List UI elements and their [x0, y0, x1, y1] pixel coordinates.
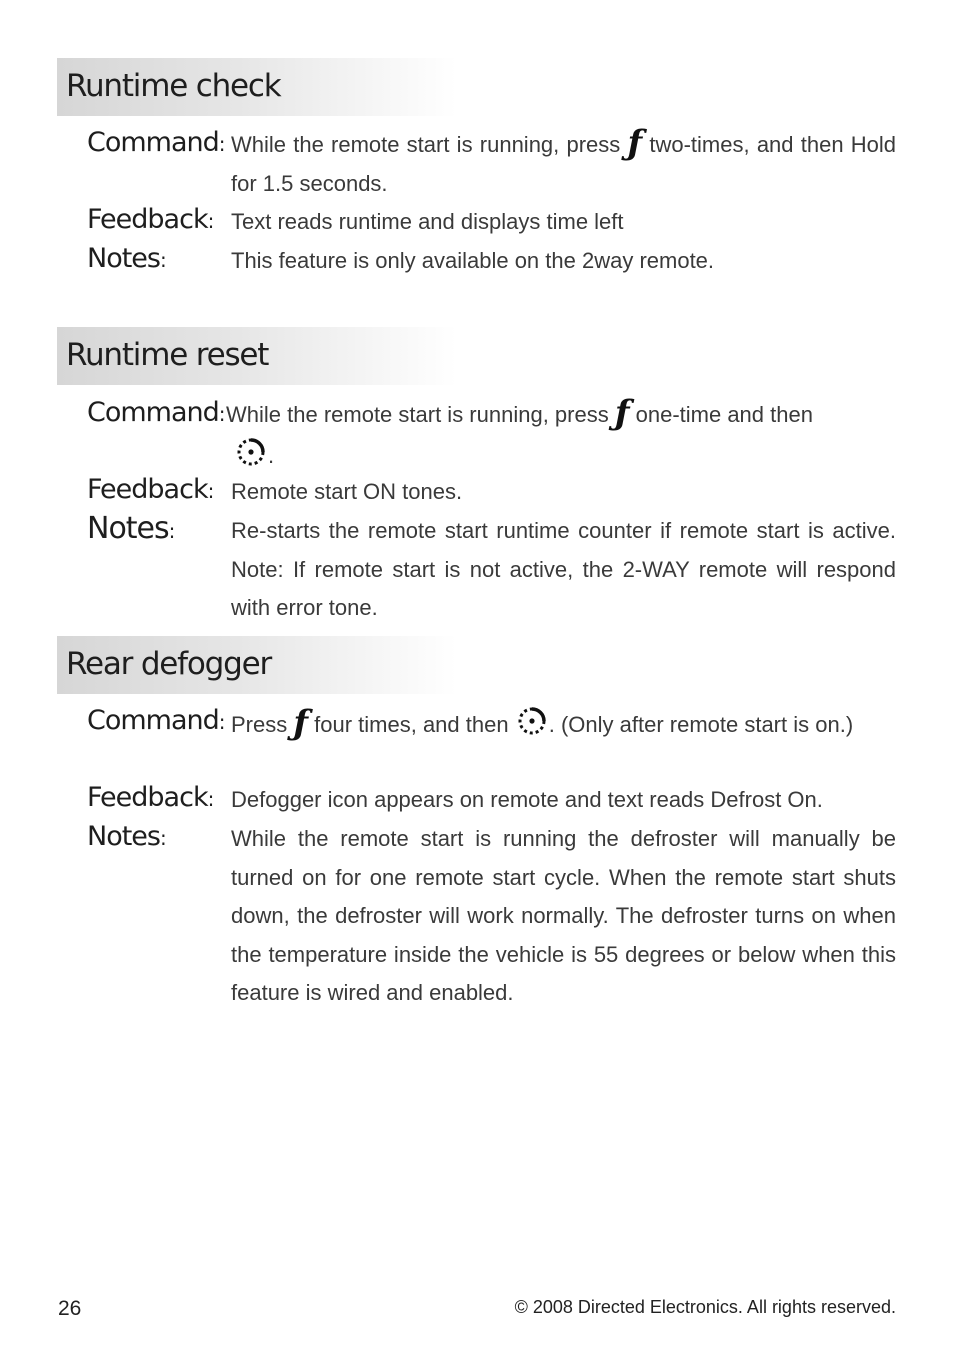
feedback-text: Defogger icon appears on remote and text reads Defrost On.	[231, 787, 823, 812]
function-f-icon: ƒ	[293, 703, 309, 743]
feedback-text: Remote start ON tones.	[231, 479, 463, 504]
notes-text: While the remote start is running the defroster will manually be turned on for one remote start cycle. When the remote start shuts down, the defroster will work normally. The defroster turns on when the temperature inside the vehicle is 55 degrees or below when this feature is wired and enabled.	[231, 826, 896, 1006]
notes-label: Notes:	[87, 511, 176, 546]
notes-text: Re-starts the remote start runtime counter if remote start is active. Note: If remote start is not active, the 2-WAY remote will respond with error tone.	[231, 518, 896, 621]
remote-start-timer-icon	[515, 704, 549, 738]
command-text: While the remote start is running, press ƒ two-times, and then Hold for 1.5 seconds.	[231, 123, 897, 196]
section-header	[57, 327, 457, 385]
section-title: Rear defogger	[66, 646, 272, 682]
section-title: Runtime check	[66, 68, 281, 104]
notes-label: Notes:	[87, 821, 167, 852]
command-label: Command:	[87, 127, 226, 158]
page-number: 26	[58, 1297, 82, 1320]
section-header	[57, 58, 457, 116]
command-text: Press ƒ four times, and then . (Only after remote start is on.)	[231, 703, 854, 743]
feedback-label: Feedback:	[87, 204, 215, 235]
copyright-notice: © 2008 Directed Electronics. All rights reserved.	[514, 1297, 896, 1317]
remote-start-timer-icon	[234, 435, 268, 469]
function-f-icon: ƒ	[627, 123, 643, 163]
section-title: Runtime reset	[66, 337, 269, 373]
command-text: While the remote start is running, press ƒ one-time and then .	[226, 393, 813, 468]
command-label: Command:	[87, 397, 226, 428]
function-f-icon: ƒ	[614, 393, 630, 433]
notes-label: Notes:	[87, 243, 167, 274]
feedback-text: Text reads runtime and displays time left	[231, 209, 624, 234]
notes-text: This feature is only available on the 2way remote.	[231, 248, 715, 273]
feedback-label: Feedback:	[87, 782, 215, 813]
section-header	[57, 636, 457, 694]
command-label: Command:	[87, 705, 226, 736]
feedback-label: Feedback:	[87, 474, 215, 505]
